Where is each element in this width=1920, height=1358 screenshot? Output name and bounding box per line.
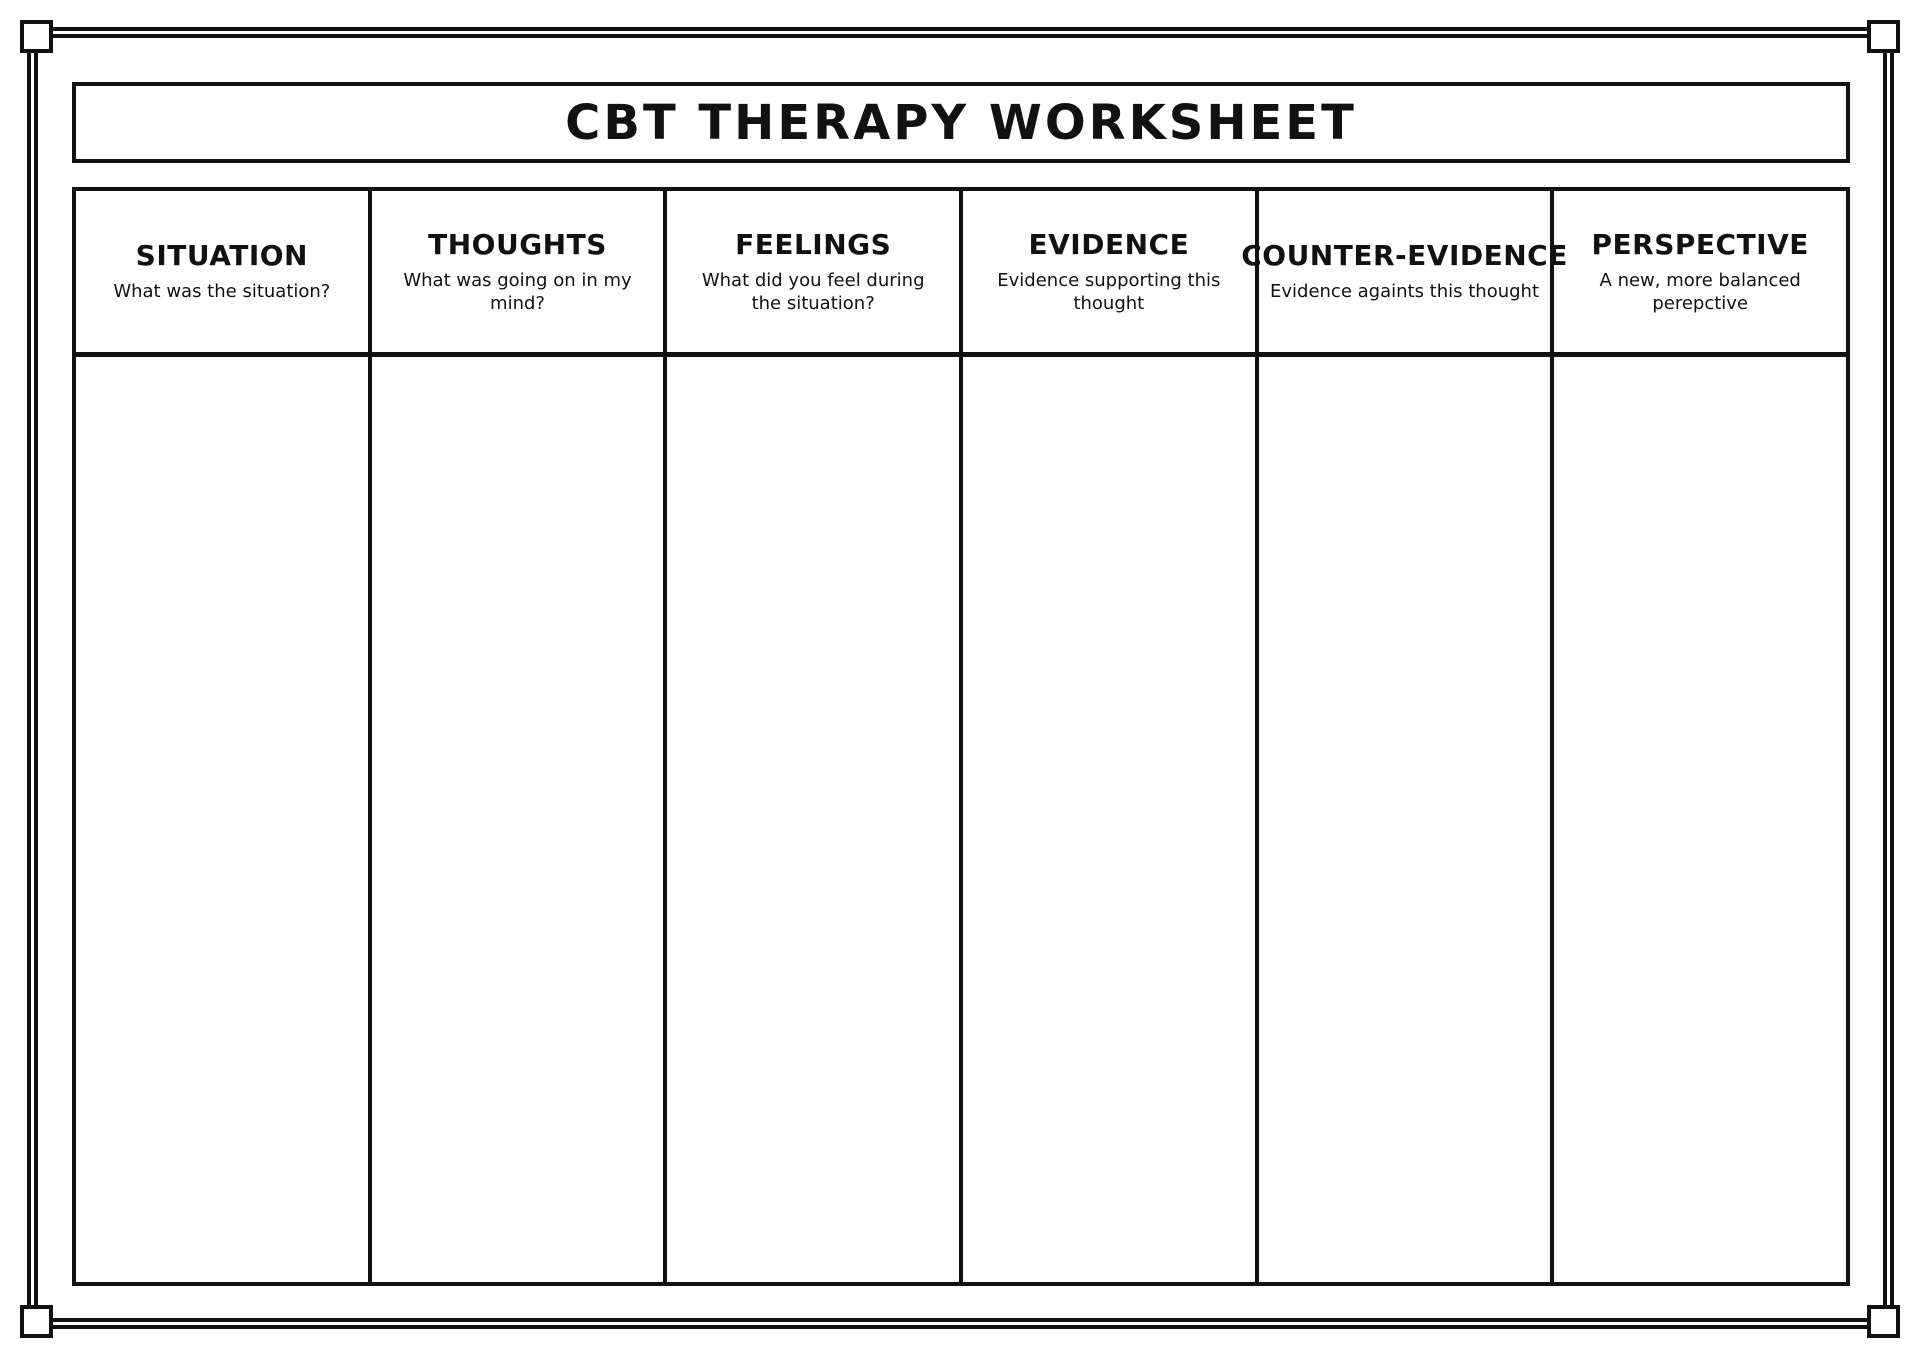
column-feelings: [667, 191, 963, 1282]
column-header-feelings: [667, 191, 959, 357]
worksheet-title-box: [72, 82, 1850, 163]
entry-cell-situation[interactable]: [76, 357, 368, 1282]
column-thoughts: [372, 191, 668, 1282]
entry-cell-feelings[interactable]: [667, 357, 959, 1282]
column-perspective: [1554, 191, 1846, 1282]
column-title: EVIDENCE: [1028, 227, 1190, 261]
column-title: SITUATION: [135, 239, 308, 273]
column-title: THOUGHTS: [428, 227, 607, 261]
frame-corner-bottom-right: [1867, 1305, 1900, 1338]
column-header-evidence: [963, 191, 1255, 357]
column-header-counter-evidence: [1241, 191, 1568, 357]
column-subtitle: Evidence supporting this thought: [997, 269, 1221, 314]
column-header-situation: [76, 191, 368, 357]
frame-corner-top-right: [1867, 20, 1900, 53]
column-subtitle: Evidence againts this thought: [1270, 281, 1540, 303]
column-title: FEELINGS: [735, 227, 892, 261]
column-subtitle: What did you feel during the situation?: [701, 269, 925, 314]
entry-cell-perspective[interactable]: [1554, 357, 1846, 1282]
page-title: CBT THERAPY WORKSHEET: [565, 94, 1357, 151]
worksheet-table: [72, 187, 1850, 1286]
column-subtitle: What was going on in my mind?: [403, 269, 632, 314]
column-header-perspective: [1554, 191, 1846, 357]
column-situation: [76, 191, 372, 1282]
frame-corner-bottom-left: [20, 1305, 53, 1338]
column-evidence: [963, 191, 1259, 1282]
column-counter-evidence: [1241, 191, 1568, 1282]
entry-cell-counter-evidence[interactable]: [1259, 357, 1551, 1282]
frame-corner-top-left: [20, 20, 53, 53]
entry-cell-thoughts[interactable]: [372, 357, 664, 1282]
column-header-thoughts: [372, 191, 664, 357]
entry-cell-evidence[interactable]: [963, 357, 1255, 1282]
column-subtitle: What was the situation?: [113, 281, 331, 303]
column-title: PERSPECTIVE: [1591, 227, 1809, 261]
column-subtitle: A new, more balanced perepctive: [1599, 269, 1801, 314]
column-title: COUNTER-EVIDENCE: [1241, 239, 1568, 273]
